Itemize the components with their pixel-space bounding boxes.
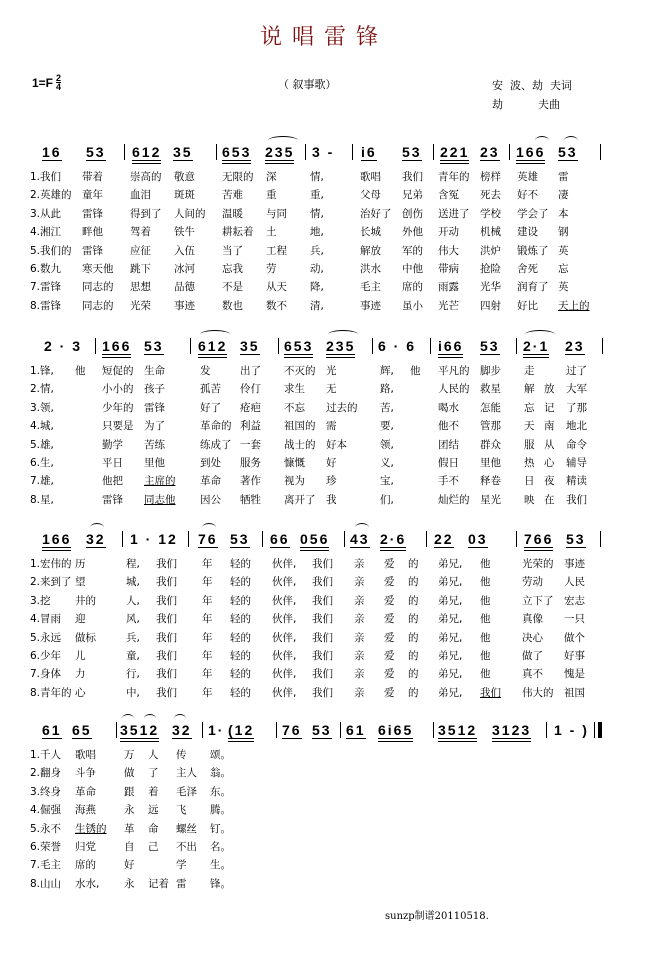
verse-row: 5.永远 做标 兵, 我们 年 轻的 伙伴, 我们 亲 爱 的 弟兄, 他 决心 做个 (30, 631, 585, 644)
measure-note: 653 (222, 144, 251, 164)
verse-row: 6.数九 寒天他 跳下 冰河 忘我 劳 动, 洪水 中他 带病 抢险 舍死 忘 (30, 262, 569, 275)
measure-note: 6i65 (378, 722, 413, 742)
measure-note: 166 (516, 144, 545, 164)
bar-line (433, 722, 434, 738)
final-bar-line (598, 722, 602, 738)
measure-note: 61 (42, 722, 62, 738)
bar-line (262, 531, 263, 547)
measure-note: 23 (565, 338, 585, 354)
notation-row (0, 525, 648, 551)
measure-note: 612 (132, 144, 161, 164)
bar-line (344, 531, 345, 547)
measure-note: i66 (438, 338, 463, 358)
notation-row (0, 138, 648, 164)
key-signature (32, 74, 61, 91)
measure-note: 53 (86, 144, 106, 160)
verse-row: 4.倔强 海燕 永 远 飞 腾。 (30, 804, 231, 817)
measure-note: 766 (524, 531, 553, 551)
genre-label: （ 叙事歌） (278, 78, 337, 91)
bar-line (516, 338, 517, 354)
measure-note: 221 (440, 144, 469, 164)
verse-row: 7.毛主 席的 好 学 生。 (30, 859, 231, 872)
measure-note: 53 (558, 144, 578, 160)
lyrics-block (30, 555, 630, 702)
verse-row: 6.生, 平日 里他 到处 服务 慷慨 好 义, 假日 里他 热 心 辅导 (30, 456, 587, 469)
bar-line (188, 531, 189, 547)
bar-line (116, 722, 117, 738)
measure-note: 53 (402, 144, 422, 160)
measure-note: 53 (566, 531, 586, 547)
bar-line (372, 338, 373, 354)
measure-note: 1 - ) (554, 722, 589, 738)
verse-row: 8.星, 雷锋 同志他 因公 牺牲 离开了 我 们, 灿烂的 星光 映 在 我们 (30, 493, 587, 506)
measure-note: 3512 (438, 722, 477, 742)
verse-row: 3.领, 少年的 雷锋 好了 疮疤 不忘 过去的 苦, 喝水 怎能 忘 记 了那 (30, 401, 587, 414)
lyrics-block (30, 168, 630, 315)
measure-note: 53 (480, 338, 500, 354)
bar-line (352, 144, 353, 160)
measure-note: 53 (144, 338, 164, 354)
bar-line (305, 144, 306, 160)
verse-row: 3.终身 革命 跟 着 毛泽 东。 (30, 785, 231, 798)
verse-row: 8.雷锋 同志的 光荣 事迹 数也 数不 清, 事迹 虽小 光芒 四射 好比 天上的 (30, 299, 590, 312)
song-title: 说唱雷锋 (259, 25, 388, 50)
measure-note: 23 (480, 144, 500, 160)
bar-line (600, 144, 601, 160)
measure-note: 53 (312, 722, 332, 738)
verse-row: 5.雄, 勤学 苦练 练成了 一套 战士的 好本 领, 团结 群众 服 从 命令 (30, 438, 587, 451)
credits (492, 76, 572, 114)
measure-note: 6 · 6 (378, 338, 417, 354)
measure-note: 76 (198, 531, 218, 547)
measure-note: 2·6 (380, 531, 406, 551)
composer: 劫 夫曲 (492, 98, 560, 111)
measure-note: 3 - (312, 144, 335, 160)
measure-note: 32 (86, 531, 106, 547)
verse-row: 2.来到了 望 城, 我们 年 轻的 伙伴, 我们 亲 爱 的 弟兄, 他 劳动 人民 (30, 576, 585, 589)
verse-row: 1.锋, 他 短促的 生命 发 出了 不灭的 光 辉, 他 平凡的 脚步 走 过了 (30, 365, 587, 377)
transcriber-credit: sunzp制谱20110518. (385, 911, 489, 922)
measure-note: 76 (282, 722, 302, 738)
measure-note: 2 · 3 (44, 338, 83, 354)
measure-note: 16 (42, 144, 62, 160)
measure-note: 03 (468, 531, 488, 547)
measure-note: 35 (173, 144, 193, 160)
verse-row: 1.千人 歌唱 万 人 传 颂。 (30, 749, 231, 761)
bar-line (600, 531, 601, 547)
verse-row: 7.身体 力 行, 我们 年 轻的 伙伴, 我们 亲 爱 的 弟兄, 他 真不 愧是 (30, 668, 585, 681)
measure-note: 43 (350, 531, 370, 547)
bar-line (190, 338, 191, 354)
measure-note: 235 (265, 144, 294, 164)
bar-line (95, 338, 96, 354)
bar-line (124, 144, 125, 160)
measure-note: 32 (172, 722, 192, 738)
measure-note: 235 (326, 338, 355, 358)
bar-line (340, 722, 341, 738)
measure-note: 65 (72, 722, 92, 738)
measure-note: 653 (284, 338, 313, 358)
verse-row: 8.青年的 心 中, 我们 年 轻的 伙伴, 我们 亲 爱 的 弟兄, 我们 伟大的 祖国 (30, 686, 585, 699)
bar-line (516, 531, 517, 547)
bar-line (433, 144, 434, 160)
measure-note: 35 (240, 338, 260, 354)
verse-row: 7.雄, 他把 主席的 革命 著作 视为 珍 宝, 手不 释卷 日 夜 精读 (30, 475, 587, 488)
verse-row: 1.我们 带着 崇高的 敬意 无限的 深 情, 歌唱 我们 青年的 榜样 英雄 雷 (30, 171, 569, 183)
bar-line (276, 722, 277, 738)
lyricists: 安 波、劫 夫词 (492, 79, 572, 92)
time-signature: $\frac{2}{4}$ (56, 73, 62, 92)
measure-note: 166 (42, 531, 71, 551)
verse-row: 5.永不 生锈的 革 命 螺丝 钉。 (30, 822, 231, 835)
measure-note: 22 (434, 531, 454, 547)
verse-row: 1.宏伟的 历 程, 我们 年 轻的 伙伴, 我们 亲 爱 的 弟兄, 他 光荣的 事迹 (30, 558, 585, 570)
measure-note: (12 (228, 722, 254, 742)
bar-line (202, 722, 203, 738)
measure-note: 056 (300, 531, 329, 551)
bar-line (509, 144, 510, 160)
measure-note: 61 (346, 722, 366, 738)
verse-row: 4.湘江 畔他 驾着 铁牛 耕耘着 土 地, 长城 外他 开动 机械 建设 钢 (30, 226, 569, 239)
verse-row: 2.英雄的 童年 血泪 斑斑 苦难 重 重, 父母 兄弟 含冤 死去 好不 凄 (30, 189, 569, 202)
bar-line (122, 531, 123, 547)
notation-row (0, 332, 648, 358)
verse-row: 8.山山 水水, 永 记着 雷 锋。 (30, 877, 231, 890)
verse-row: 4.城, 只要是 为了 革命的 利益 祖国的 需 要, 他不 管那 天 南 地北 (30, 420, 587, 433)
bar-line (602, 338, 603, 354)
measure-note: 2·1 (523, 338, 549, 358)
verse-row: 6.少年 儿 童, 我们 年 轻的 伙伴, 我们 亲 爱 的 弟兄, 他 做了 好事 (30, 649, 585, 662)
verse-row: 7.雷锋 同志的 思想 品德 不是 从天 降, 毛主 席的 雨露 光华 润育了 英 (30, 281, 569, 294)
measure-note: 166 (102, 338, 131, 358)
measure-note: 612 (198, 338, 227, 358)
measure-note: i6 (361, 144, 377, 160)
lyrics-block (30, 746, 630, 893)
key-label: 1=F (32, 75, 54, 90)
bar-line (546, 722, 547, 738)
verse-row: 2.翻身 斗争 做 了 主人 翁。 (30, 767, 231, 780)
verse-row: 2.情, 小小的 孩子 孤苦 伶仃 求生 无 路, 人民的 救星 解 放 大军 (30, 383, 587, 396)
bar-line (278, 338, 279, 354)
bar-line (216, 144, 217, 160)
measure-note: 3512 (120, 722, 159, 742)
notation-row (0, 716, 648, 742)
verse-row: 3.挖 井的 人, 我们 年 轻的 伙伴, 我们 亲 爱 的 弟兄, 他 立下了 宏志 (30, 594, 585, 607)
measure-note: 1· (208, 722, 225, 738)
verse-row: 5.我们的 雷锋 应征 入伍 当了 工程 兵, 解放 军的 伟大 洪炉 锻炼了 英 (30, 244, 569, 257)
verse-row: 6.荣誉 归党 自 己 不出 名。 (30, 840, 231, 853)
measure-note: 1 · 12 (130, 531, 178, 547)
bar-line (430, 338, 431, 354)
measure-note: 3123 (492, 722, 531, 742)
measure-note: 66 (270, 531, 290, 547)
bar-line (426, 531, 427, 547)
measure-note: 53 (230, 531, 250, 547)
lyrics-block (30, 362, 630, 509)
verse-row: 4.冒雨 迎 风, 我们 年 轻的 伙伴, 我们 亲 爱 的 弟兄, 他 真像 一只 (30, 613, 585, 626)
verse-row: 3.从此 雷锋 得到了 人间的 温暖 与同 情, 治好了 创伤 送进了 学校 学会了 本 (30, 207, 569, 220)
